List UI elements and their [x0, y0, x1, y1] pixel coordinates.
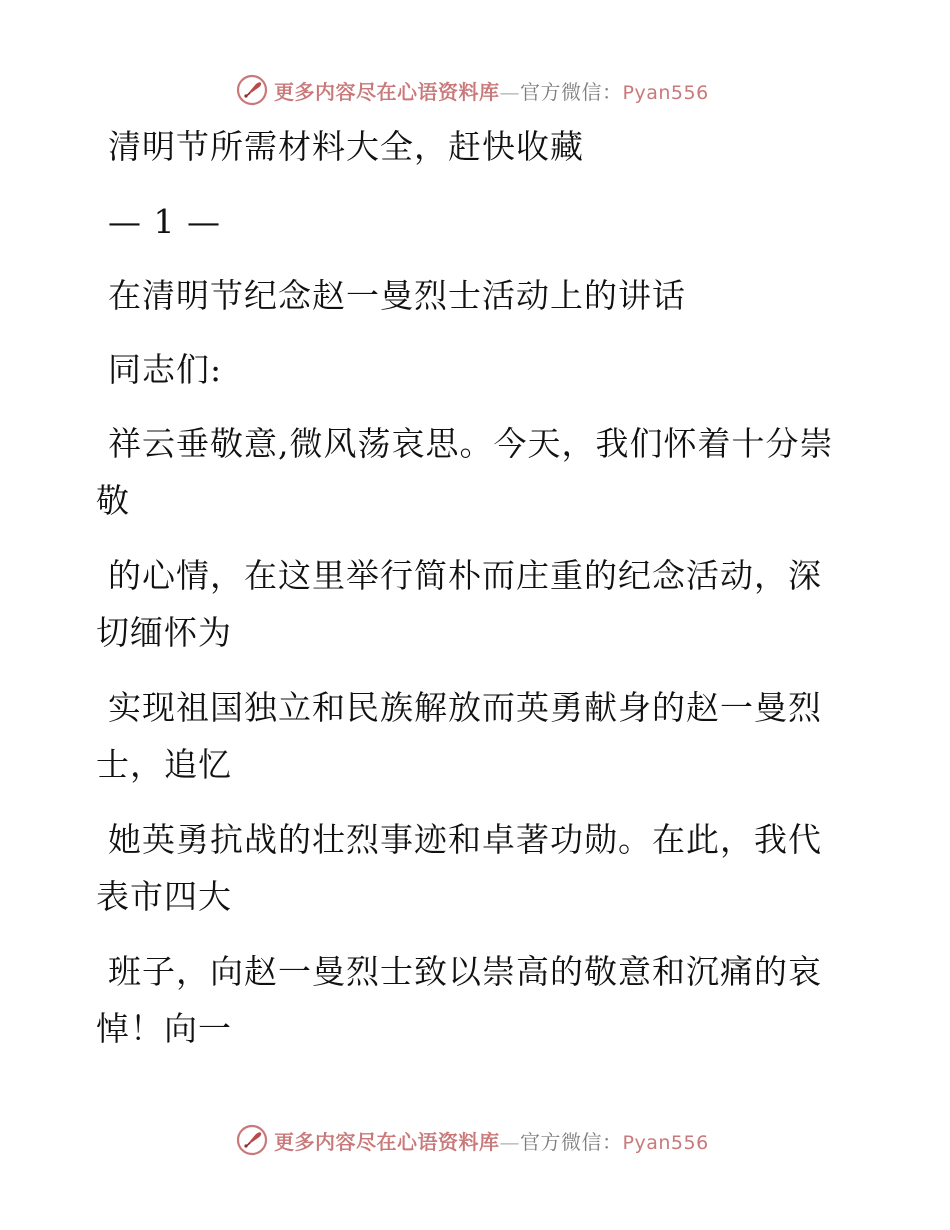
- document-title: 清明节所需材料大全，赶快收藏: [108, 127, 584, 166]
- body-line: 敬: [96, 481, 130, 520]
- header-watermark: [236, 73, 709, 107]
- body-line: 实现祖国独立和民族解放而英勇献身的赵一曼烈: [108, 688, 822, 727]
- watermark-prefix: 更多内容尽在心语资料库: [274, 1129, 500, 1154]
- watermark-contact: Pyan556: [622, 81, 709, 104]
- watermark-suffix: 官方微信：: [520, 1129, 623, 1154]
- body-line: 切缅怀为: [96, 613, 232, 652]
- body-line: 悼！向一: [96, 1009, 232, 1048]
- watermark-prefix: 更多内容尽在心语资料库: [274, 79, 500, 104]
- watermark-separator: —: [499, 79, 520, 104]
- quill-pen-logo-icon: [236, 1124, 268, 1156]
- body-line: 士，追忆: [96, 745, 232, 784]
- watermark-suffix: 官方微信：: [520, 79, 623, 104]
- body-line: 表市四大: [96, 877, 232, 916]
- body-line: 的心情，在这里举行简朴而庄重的纪念活动，深: [108, 556, 822, 595]
- quill-pen-logo-icon: [236, 74, 268, 106]
- body-line: 她英勇抗战的壮烈事迹和卓著功勋。在此，我代: [108, 820, 822, 859]
- watermark-separator: —: [499, 1129, 520, 1154]
- page-marker: — 1 —: [108, 202, 221, 241]
- footer-watermark: [236, 1123, 709, 1157]
- watermark-contact: Pyan556: [622, 1131, 709, 1154]
- body-line: 祥云垂敬意,微风荡哀思。今天，我们怀着十分崇: [108, 424, 834, 463]
- body-line: 班子，向赵一曼烈士致以崇高的敬意和沉痛的哀: [108, 952, 822, 991]
- salutation: 同志们:: [108, 350, 223, 389]
- speech-title: 在清明节纪念赵一曼烈士活动上的讲话: [108, 276, 686, 315]
